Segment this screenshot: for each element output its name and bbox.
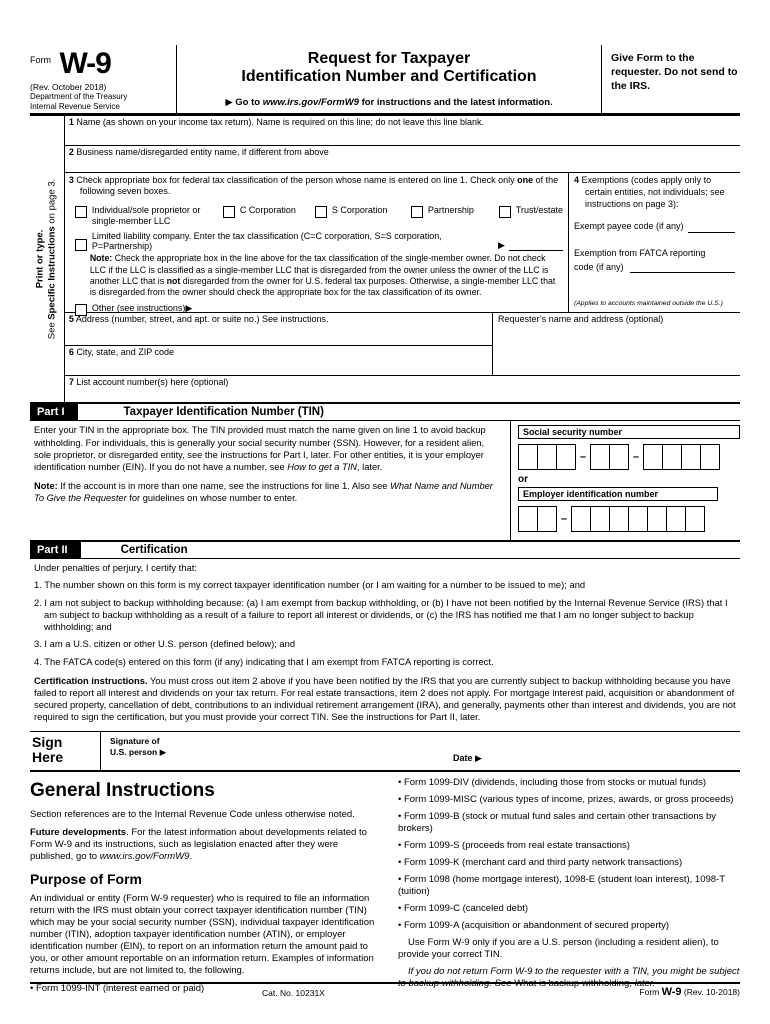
exemptions-section <box>568 173 740 312</box>
future-dev-bold: Future developments <box>30 826 127 838</box>
goto-url: www.irs.gov/FormW9 <box>262 97 359 109</box>
field-row-5 <box>65 313 492 346</box>
requester-box[interactable] <box>492 313 740 375</box>
individual-label: Individual/sole proprietor or single-member LLC <box>91 204 201 226</box>
line1-text: Name (as shown on your income tax return). Name is required on this line; do not leave this line blank. <box>76 117 485 128</box>
bullet-1099-c: • Form 1099-C (canceled debt) <box>398 903 529 915</box>
line4-number: 4 <box>574 175 580 186</box>
form-ref-number: W-9 <box>661 986 682 998</box>
ein-digit-box[interactable] <box>628 506 648 532</box>
part2-title: Certification <box>120 544 188 557</box>
other-label: Other (see instructions) <box>91 302 186 313</box>
line7-text: List account number(s) here (optional) <box>76 377 229 388</box>
form-reference <box>639 986 740 998</box>
llc-checkbox-line <box>75 231 563 251</box>
ssn-digit-box[interactable] <box>537 444 557 470</box>
part1-badge: Part I <box>30 404 78 420</box>
ssn-digit-box[interactable] <box>609 444 629 470</box>
exempt-payee-label: Exempt payee code (if any) <box>574 221 684 232</box>
line1-label <box>69 117 736 128</box>
ssn-dash: – <box>579 451 587 464</box>
bullet-1099-misc: • Form 1099-MISC (various types of income, prizes, awards, or gross proceeds) <box>398 793 734 805</box>
fatca-block <box>574 248 735 273</box>
form-title-line1: Request for Taxpayer <box>307 50 471 67</box>
bullet-1099-s: • Form 1099-S (proceeds from real estate transactions) <box>398 839 630 851</box>
department-line2: Internal Revenue Service <box>30 101 120 111</box>
print-or-type-vertical-label <box>35 179 60 340</box>
c-corporation-label: C Corporation <box>239 204 296 215</box>
tax-classification-section <box>65 173 568 312</box>
see-bold: Specific Instructions <box>46 226 58 320</box>
name-input[interactable] <box>69 132 736 144</box>
arrow-icon: ▶ <box>497 240 505 251</box>
ssn-digit-box[interactable] <box>662 444 682 470</box>
address-input[interactable] <box>69 332 488 344</box>
here-word: Here <box>32 748 64 765</box>
s-corporation-checkbox[interactable] <box>315 206 327 218</box>
ssn-digit-box[interactable] <box>643 444 663 470</box>
partnership-label: Partnership <box>427 204 474 215</box>
part1-title: Taxpayer Identification Number (TIN) <box>123 406 324 419</box>
bullet-1098: • Form 1098 (home mortgage interest), 1098-E (student loan interest), 1098-T (tuition) <box>398 873 725 898</box>
ein-digit-box[interactable] <box>609 506 629 532</box>
fatca-note: (Applies to accounts maintained outside the U.S.) <box>574 300 723 308</box>
ein-digit-box[interactable] <box>590 506 610 532</box>
part1-body <box>30 421 740 540</box>
arrow-icon: ▶ <box>159 747 167 758</box>
see-pre: See <box>46 319 58 340</box>
us-person-label: U.S. person <box>110 747 160 758</box>
ssn-digit-box[interactable] <box>556 444 576 470</box>
form-ref-rev: (Rev. 10-2018) <box>681 987 740 997</box>
p1-note-bold: Note: <box>34 480 58 491</box>
line1-number: 1 <box>68 117 74 128</box>
ein-digit-box[interactable] <box>571 506 591 532</box>
trust-estate-label: Trust/estate <box>515 204 563 215</box>
checkbox-item-individual <box>75 205 223 228</box>
form-title-block <box>176 45 602 113</box>
line5-text: Address (number, street, and apt. or suite no.) See instructions. <box>75 314 329 325</box>
signature-area <box>100 732 740 770</box>
note-bold: Note: <box>89 253 113 264</box>
ein-dash: – <box>560 513 568 526</box>
requester-label: Requester’s name and address (optional) <box>498 314 664 325</box>
p1-post: , later. <box>357 462 383 473</box>
arrow-icon: ▶ <box>185 302 193 313</box>
purpose-paragraph: An individual or entity (Form W-9 requester) who is required to file an information return with the IRS must obtain your correct taxpayer identification number (TIN) which may be your social security number (SSN), individual taxpayer identification number (ITIN), adoption taxpayer identification number (ATIN), or employer identification number (EIN), to report on an information return the amount paid to you, or other amount reportable on an information return. Examples of information returns include, but are not limited to, the following. <box>30 892 375 977</box>
revision-date: (Rev. October 2018) <box>30 82 107 92</box>
llc-note <box>90 253 563 299</box>
line7-label <box>69 377 736 388</box>
ssn-digit-row <box>518 444 740 470</box>
left-margin-strip <box>30 116 64 402</box>
part1-note <box>34 480 502 505</box>
city-state-zip-input[interactable] <box>69 362 488 374</box>
form-title-line2: Identification Number and Certification <box>241 68 537 86</box>
bullet-1099-int: • Form 1099-INT (interest earned or paid) <box>30 983 205 995</box>
bullet-1099-a: • Form 1099-A (acquisition or abandonment of secured property) <box>398 920 670 932</box>
goto-post: for instructions and the latest information. <box>358 97 553 109</box>
form-id-block <box>30 45 176 113</box>
give-form-notice: Give Form to the requester. Do not send to the IRS. <box>611 52 738 93</box>
field-row-2 <box>65 146 740 173</box>
ein-digit-box[interactable] <box>647 506 667 532</box>
llc-label: Limited liability company. Enter the tax classification (C=C corporation, S=S corporation, P=Partnership) <box>91 231 442 252</box>
future-dev-text: . For the latest information about developments related to Form W-9 and its instructions, such as legislation enacted after they were published, go to <box>30 826 367 862</box>
tin-boxes-column <box>510 421 740 540</box>
section-references-paragraph: Section references are to the Internal Revenue Code unless otherwise noted. <box>30 808 355 820</box>
field-row-3-4 <box>65 173 740 313</box>
backup-roman: What is backup withholding, <box>514 978 632 990</box>
use-form-paragraph: Use Form W-9 only if you are a U.S. person (including a resident alien), to provide your correct TIN. <box>398 937 719 961</box>
certification-intro: Under penalties of perjury, I certify that: <box>34 562 197 574</box>
department-line1: Department of the Treasury <box>30 92 128 101</box>
form-header <box>30 45 740 116</box>
ein-digit-box[interactable] <box>518 506 538 532</box>
classification-checkbox-row <box>75 205 563 228</box>
certification-item-4: 4. The FATCA code(s) entered on this form (if any) indicating that I am exempt from FATCA reporting is correct. <box>34 655 494 667</box>
part1-header <box>30 402 740 421</box>
backup-italic2: later. <box>631 978 656 990</box>
account-numbers-input[interactable] <box>69 389 736 401</box>
purpose-of-form-heading: Purpose of Form <box>30 870 143 887</box>
line3-post: of the following seven boxes. <box>79 175 559 197</box>
checkbox-item-trust <box>499 205 563 228</box>
ein-label-box: Employer identification number <box>518 487 718 501</box>
fatca-code-input[interactable] <box>630 263 735 273</box>
instructions-right-column <box>398 777 740 1002</box>
note-text2: disregarded from the owner for U.S. federal tax purposes. Otherwise, a single-member LLC that is disregarded from the owner should check the appropriate box for the tax classification of its owner. <box>89 276 556 298</box>
part2-body <box>30 559 740 723</box>
c-corporation-checkbox[interactable] <box>223 206 235 218</box>
bullet-1099-k: • Form 1099-K (merchant card and third party network transactions) <box>398 856 683 868</box>
form-body <box>30 116 740 402</box>
p1-italic: How to get a TIN <box>287 462 357 473</box>
exempt-payee-line <box>574 221 735 233</box>
individual-checkbox[interactable] <box>75 206 87 218</box>
line7-number: 7 <box>68 377 74 388</box>
cert-instructions-bold: Certification instructions. <box>34 674 148 686</box>
line4-label <box>574 175 735 210</box>
line5-label <box>69 314 488 325</box>
date-label: Date <box>453 752 476 763</box>
fatca-label-line1: Exemption from FATCA reporting <box>574 247 706 258</box>
instructions-left-column <box>30 777 382 1002</box>
trust-estate-checkbox[interactable] <box>499 206 511 218</box>
sign-here-row <box>30 731 740 772</box>
certification-item-1: 1. The number shown on this form is my correct taxpayer identification number (or I am waiting for a number to be issued to me); and <box>34 579 586 591</box>
line6-number: 6 <box>68 347 74 358</box>
partnership-checkbox[interactable] <box>411 206 423 218</box>
certification-instructions <box>34 675 736 724</box>
line2-label <box>69 147 736 158</box>
address-column <box>65 313 492 375</box>
exempt-payee-code-input[interactable] <box>688 223 735 233</box>
sign-here-label <box>30 732 100 770</box>
ssn-digit-box[interactable] <box>518 444 538 470</box>
form-ref-pre: Form <box>639 987 662 997</box>
ein-digit-box[interactable] <box>666 506 686 532</box>
ein-digit-box[interactable] <box>685 506 705 532</box>
form-number: W-9 <box>59 47 111 80</box>
line3-pre: Check appropriate box for federal tax classification of the person whose name is entered on line 1. Check only <box>76 175 518 186</box>
signature-input[interactable] <box>196 746 476 764</box>
ssn-dash: – <box>632 451 640 464</box>
future-dev-post: . <box>189 850 193 862</box>
part1-paragraph <box>34 424 502 473</box>
p1-note-pre: If the account is in more than one name, see the instructions for line 1. Also see <box>57 480 391 491</box>
line6-label <box>69 347 488 358</box>
ssn-label-box: Social security number <box>518 425 740 439</box>
line3-label <box>69 175 563 198</box>
goto-instructions-line <box>185 97 593 110</box>
line2-number: 2 <box>68 147 74 158</box>
bullet-1099-div: • Form 1099-DIV (dividends, including those from stocks or mutual funds) <box>398 776 706 788</box>
certification-item-2: 2. I am not subject to backup withholding because: (a) I am exempt from backup withholding, or (b) I have not been notified by the Internal Revenue Service (IRS) that I am subject to backup withholding as a result of a failure to report all interest or dividends, or (c) the IRS has notified me that I am no longer subject to backup withholding; and <box>34 596 728 633</box>
part2-header <box>30 540 740 559</box>
form-word: Form <box>30 55 51 65</box>
line3-bold: one <box>517 175 534 186</box>
cert-instructions-text: You must cross out item 2 above if you have been notified by the IRS that you are currently subject to backup withholding because you have failed to report all interest and dividends on your tax return. For real estate transactions, item 2 does not apply. For mortgage interest paid, acquisition or abandonment of secured property, cancellation of debt, contributions to an individual retirement arrangement (IRA), and generally, payments other than interest and dividends, you are not required to sign the certification, but you must provide your correct TIN. See the instructions for Part II, later. <box>34 674 736 723</box>
s-corporation-label: S Corporation <box>331 204 388 215</box>
business-name-input[interactable] <box>69 159 736 171</box>
note-bold2: not <box>166 276 181 287</box>
catalog-number: Cat. No. 10231X <box>262 988 325 998</box>
date-label-line <box>453 752 482 765</box>
general-instructions-heading: General Instructions <box>30 779 215 801</box>
arrow-icon: ▶ <box>225 97 233 109</box>
line4-text: Exemptions (codes apply only to certain entities, not individuals; see instructions on page 3): <box>581 175 725 209</box>
date-input[interactable] <box>493 746 723 764</box>
goto-pre: Go to <box>232 97 263 109</box>
line2-text: Business name/disregarded entity name, if different from above <box>76 147 329 158</box>
checkbox-item-partnership <box>411 205 499 228</box>
print-or-type-line: Print or type. <box>34 229 46 289</box>
ssn-digit-box[interactable] <box>700 444 720 470</box>
future-developments-paragraph <box>30 827 382 863</box>
ssn-digit-box[interactable] <box>681 444 701 470</box>
field-row-6 <box>65 346 492 375</box>
ein-digit-row <box>518 506 740 532</box>
p1-note-post: for guidelines on whose number to enter. <box>126 492 298 503</box>
signature-of-label: Signature of <box>110 735 160 746</box>
p1-pre: Enter your TIN in the appropriate box. The TIN provided must match the name given on line 1 to avoid backup withholding. For individuals, this is generally your social security number (SSN). However, for a resident alien, sole proprietor, or disregarded entity, see the instructions for Part I, later. For other entities, it is your employer identification number (EIN). If you do not have a number, see <box>34 425 486 473</box>
note-text1: Check the appropriate box in the line above for the tax classification of the single-member owner. Do not check LLC if the LLC is classified as a single-member LLC that is disregarded from the owner unless the owner of the LLC is another LLC that is <box>89 253 549 287</box>
fatca-label-line2: code (if any) <box>574 261 624 272</box>
form-title <box>185 50 593 87</box>
p1-note-italic: What Name and Number To Give the Requester <box>34 480 493 503</box>
sign-word: Sign <box>32 733 63 750</box>
general-instructions-section <box>30 777 740 1002</box>
field-rows-5-6 <box>65 313 740 376</box>
form-fields <box>64 116 740 402</box>
future-dev-url: www.irs.gov/FormW9 <box>99 850 190 862</box>
line6-text: City, state, and ZIP code <box>76 347 175 358</box>
field-row-7 <box>65 376 740 402</box>
checkbox-item-c-corp <box>223 205 315 228</box>
or-label: or <box>518 474 528 486</box>
ein-digit-box[interactable] <box>537 506 557 532</box>
bullet-1099-b: • Form 1099-B (stock or mutual fund sales and certain other transactions by brokers) <box>398 810 717 834</box>
page-footer <box>30 982 740 1004</box>
part1-instructions <box>30 421 510 540</box>
llc-classification-input[interactable] <box>509 241 563 251</box>
see-post: on page 3. <box>46 178 58 227</box>
backup-italic1: If you do not return Form W-9 to the requester with a TIN, you might be subject to backup withholding. See <box>398 966 740 990</box>
ssn-digit-box[interactable] <box>590 444 610 470</box>
fatca-label-line2-row <box>574 262 735 274</box>
certification-item-3: 3. I am a U.S. citizen or other U.S. person (defined below); and <box>34 638 296 650</box>
checkbox-item-s-corp <box>315 205 411 228</box>
line3-number: 3 <box>68 175 74 186</box>
llc-checkbox[interactable] <box>75 239 87 251</box>
part2-badge: Part II <box>30 542 81 558</box>
see-instructions-line <box>47 179 59 340</box>
line5-number: 5 <box>68 314 74 325</box>
arrow-icon: ▶ <box>475 752 482 763</box>
field-row-1 <box>65 116 740 146</box>
